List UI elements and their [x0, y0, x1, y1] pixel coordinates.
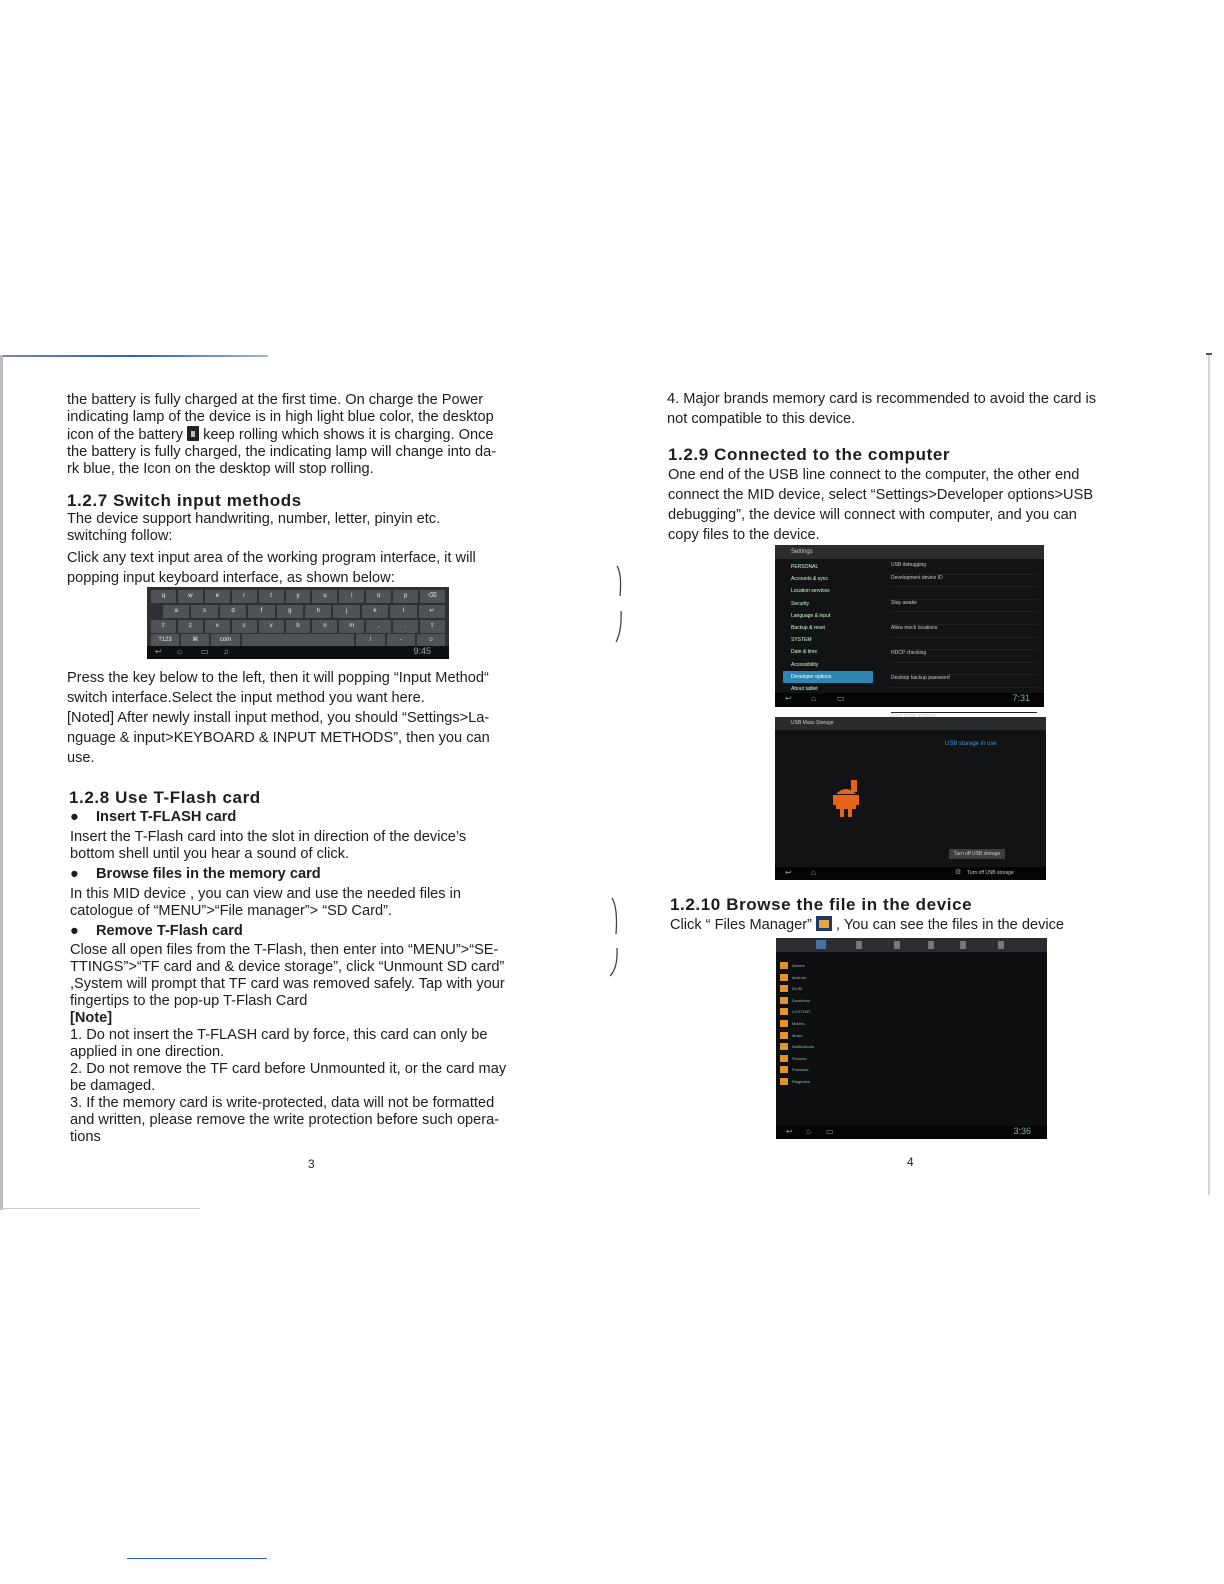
folder-icon — [780, 962, 788, 969]
note-line: applied in one direction. — [70, 1044, 225, 1060]
keyboard-key[interactable]: ⇧ — [151, 620, 176, 633]
folder-icon — [780, 1055, 788, 1062]
keyboard-key[interactable]: . — [393, 620, 418, 633]
settings-option-item[interactable]: Development device ID — [891, 575, 1037, 588]
keyboard-key[interactable]: u — [312, 590, 337, 603]
keyboard-key[interactable]: a — [163, 605, 189, 618]
note-line: tions — [70, 1129, 101, 1145]
settings-option-item[interactable]: Desktop backup password — [891, 675, 1037, 688]
keyboard-screenshot — [147, 587, 449, 659]
keyboard-key[interactable]: d — [220, 605, 246, 618]
paragraph-line: [Noted] After newly install input method, you should “Settings>La- — [67, 710, 490, 726]
folder-icon — [780, 1008, 788, 1015]
folder-name: Ringtones — [792, 1078, 811, 1084]
right-scan-edge — [1208, 355, 1210, 1195]
settings-option-item[interactable] — [891, 663, 1037, 676]
settings-category-item[interactable]: Backup & reset — [791, 624, 825, 631]
file-row[interactable] — [778, 1064, 1043, 1076]
left-page-intro — [67, 392, 557, 478]
file-row[interactable] — [778, 1030, 1043, 1042]
keyboard-row — [151, 590, 445, 603]
keyboard-key[interactable]: o — [366, 590, 391, 603]
keyboard-key[interactable]: / — [356, 634, 384, 647]
home-icon: ⌂ — [811, 868, 816, 877]
toolbar-tool-icon[interactable] — [928, 941, 934, 949]
settings-category-item[interactable]: Location services — [791, 588, 830, 595]
files-toolbar — [776, 938, 1047, 952]
folder-name: Android — [792, 974, 806, 980]
paragraph-line: bottom shell until you hear a sound of click. — [70, 846, 350, 862]
paragraph-line: popping input keyboard interface, as shown below: — [67, 570, 395, 586]
note-line: be damaged. — [70, 1078, 156, 1094]
folder-name: Pictures — [792, 1055, 807, 1061]
keyboard-key[interactable]: n — [312, 620, 337, 633]
note-label: [Note] — [70, 1010, 113, 1026]
section-1-2-10-body — [670, 915, 1170, 935]
settings-category-item[interactable]: Date & time — [791, 649, 818, 656]
file-row[interactable] — [778, 1006, 1043, 1018]
file-row[interactable] — [778, 1076, 1043, 1088]
home-icon: ⌂ — [806, 1127, 811, 1136]
bullet-heading: ● Browse files in the memory card — [70, 866, 321, 882]
folder-icon — [780, 997, 788, 1004]
keyboard-key[interactable]: p — [393, 590, 418, 603]
keyboard-key[interactable]: r — [232, 590, 257, 603]
toolbar-tool-icon[interactable] — [960, 941, 966, 949]
files-nav-bar — [776, 1126, 1047, 1139]
heading-1-2-7: 1.2.7 Switch input methods — [67, 491, 302, 510]
settings-title: Settings — [775, 545, 1044, 559]
settings-category-list — [783, 561, 873, 695]
keyboard-key[interactable]: j — [333, 605, 359, 618]
keyboard-key[interactable]: b — [286, 620, 311, 633]
folder-name: Movies — [792, 1020, 805, 1026]
right-top-mark — [1206, 353, 1212, 355]
file-row[interactable] — [778, 1041, 1043, 1053]
keyboard-key[interactable]: t — [259, 590, 284, 603]
keyboard-key[interactable]: z — [178, 620, 203, 633]
note-line: and written, please remove the write protection before such opera- — [70, 1112, 500, 1128]
battery-icon — [187, 426, 199, 441]
paragraph-line: Insert the T-Flash card into the slot in direction of the device’s — [70, 829, 467, 845]
files-manager-icon — [816, 916, 832, 931]
folder-icon — [780, 1032, 788, 1039]
paragraph-line: 4. Major brands memory card is recommended to avoid the card is — [667, 391, 1097, 407]
settings-option-item[interactable]: HDCP checking — [891, 650, 1037, 663]
paragraph-line: The device support handwriting, number, letter, pinyin etc. — [67, 511, 441, 527]
keyboard-key[interactable]: k — [362, 605, 388, 618]
keyboard-key[interactable]: , — [366, 620, 391, 633]
back-icon: ↩ — [155, 647, 162, 656]
back-icon: ↩ — [785, 868, 792, 877]
paragraph-line: Click “ Files Manager” , You can see the files in the device — [670, 917, 1065, 933]
paragraph-line: nguage & input>KEYBOARD & INPUT METHODS”, then you can — [67, 730, 490, 746]
folder-name: Alarms — [792, 963, 805, 968]
heading-1-2-8: 1.2.8 Use T-Flash card — [69, 788, 261, 807]
heading-1-2-10: 1.2.10 Browse the file in the device — [670, 895, 973, 914]
paragraph-line: In this MID device , you can view and use the needed files in — [70, 886, 462, 902]
bullet-heading: ● Insert T-FLASH card — [70, 809, 237, 825]
keyboard-key[interactable]: ⇧ — [420, 620, 445, 633]
folder-icon — [780, 1043, 788, 1050]
file-row[interactable] — [778, 1018, 1043, 1030]
home-icon: ⌂ — [811, 694, 816, 703]
bullet-heading: ● Remove T-Flash card — [70, 923, 243, 939]
turn-off-usb-button[interactable]: Turn off USB storage — [949, 849, 1005, 859]
settings-option-item[interactable]: Stay awake — [891, 600, 1037, 613]
left-scan-edge — [0, 355, 3, 1210]
keyboard-key[interactable]: h — [305, 605, 331, 618]
keyboard-key[interactable]: i — [339, 590, 364, 603]
note-line: 3. If the memory card is write-protected, data will not be formatted — [70, 1095, 495, 1111]
keyboard-key[interactable]: l — [390, 605, 416, 618]
keyboard-nav-bar — [147, 646, 449, 659]
paragraph-line: copy files to the device. — [668, 527, 820, 543]
page-number-left: 3 — [308, 1157, 315, 1171]
settings-category-item[interactable]: Accounts & sync — [791, 576, 828, 583]
folder-name: Podcasts — [792, 1067, 809, 1073]
folder-icon — [780, 974, 788, 981]
settings-category-item[interactable]: Accessibility — [791, 661, 819, 668]
usb-heading: USB storage in use — [945, 741, 997, 747]
file-row[interactable] — [778, 960, 1043, 972]
folder-name: Music — [792, 1032, 803, 1038]
keyboard-row — [163, 605, 445, 618]
folder-icon — [780, 1066, 788, 1073]
android-usb-icon — [833, 780, 859, 818]
paragraph-line: TTINGS”>“TF card and & device storage”, click “Unmount SD card” — [70, 959, 505, 975]
file-row[interactable] — [778, 972, 1043, 984]
left-bottom-rule — [0, 1208, 200, 1209]
file-list — [778, 960, 1043, 1088]
top-left-rule — [0, 355, 268, 357]
keyboard-key[interactable]: x — [205, 620, 230, 633]
paragraph-line: switching follow: — [67, 528, 173, 544]
volume-icon: ♫ — [223, 647, 229, 656]
folder-name: Download — [792, 997, 810, 1003]
recent-apps-icon: ▭ — [826, 1127, 834, 1136]
paragraph-line: One end of the USB line connect to the computer, the other end — [668, 467, 1080, 483]
home-folder-icon[interactable] — [816, 940, 826, 949]
paragraph-line: connect the MID device, select “Settings>Developer options>USB — [668, 487, 1094, 503]
file-row[interactable] — [778, 1053, 1043, 1065]
keyboard-key[interactable]: m — [339, 620, 364, 633]
keyboard-key[interactable]: e — [205, 590, 230, 603]
file-row[interactable] — [778, 995, 1043, 1007]
paragraph-line: fingertips to the pop-up T-Flash Card — [70, 993, 308, 1009]
settings-option-item[interactable] — [891, 587, 1037, 600]
intro-line: rk blue, the Icon on the desktop will stop rolling. — [67, 461, 374, 477]
intro-line: indicating lamp of the device is in high light blue color, the desktop — [67, 409, 494, 425]
settings-category-item[interactable]: Security — [791, 600, 810, 607]
note-line: 2. Do not remove the TF card before Unmounted it, or the card may — [70, 1061, 507, 1077]
usb-storage-screenshot — [775, 717, 1046, 880]
settings-option-item[interactable]: USB debugging — [891, 562, 1037, 575]
binding-bracket-lower — [608, 898, 620, 978]
recent-apps-icon: ▭ — [837, 694, 845, 703]
settings-category-item[interactable]: PERSONAL — [791, 564, 819, 570]
paragraph-line: switch interface.Select the input method you want here. — [67, 690, 425, 706]
toolbar-tool-icon[interactable] — [998, 941, 1004, 949]
settings-screenshot — [775, 545, 1044, 707]
keyboard-key[interactable]: - — [387, 634, 415, 647]
usb-nav-bar — [775, 867, 1046, 880]
folder-icon — [780, 985, 788, 992]
paragraph-line: Press the key below to the left, then it will popping “Input Method“ — [67, 670, 489, 686]
settings-option-item[interactable] — [891, 612, 1037, 625]
keyboard-key[interactable]: f — [248, 605, 274, 618]
note-line: 1. Do not insert the T-FLASH card by force, this card can only be — [70, 1027, 488, 1043]
binding-bracket — [614, 566, 624, 644]
usb-icon: ⚙ — [955, 869, 962, 876]
page-number-right: 4 — [907, 1155, 914, 1169]
folder-name: LOST.DIR — [792, 1009, 811, 1015]
heading-1-2-9: 1.2.9 Connected to the computer — [668, 445, 951, 464]
paragraph-line: not compatible to this device. — [667, 411, 856, 427]
section-1-2-7-body — [67, 511, 557, 588]
keyboard-key[interactable]: ?123 — [151, 634, 179, 647]
settings-option-item[interactable]: Allow mock locations — [891, 625, 1037, 638]
paragraph-line: Close all open files from the T-Flash, then enter into “MENU”>“SE- — [70, 942, 499, 958]
keyboard-key[interactable]: ☺ — [417, 634, 445, 647]
section-1-2-9-body — [668, 465, 1168, 545]
section-1-2-8-body — [70, 809, 560, 1146]
toolbar-tool-icon[interactable] — [856, 941, 862, 949]
intro-line: the battery is fully charged at the first time. On charge the Power — [67, 392, 484, 408]
usb-status-text: Turn off USB storage — [967, 870, 1014, 876]
recent-apps-icon: ▭ — [201, 647, 209, 656]
keyboard-key[interactable]: s — [191, 605, 217, 618]
keyboard-key[interactable]: com — [211, 634, 239, 647]
settings-category-item[interactable]: About tablet — [791, 685, 818, 692]
paragraph-line: use. — [67, 750, 95, 766]
paragraph-line: ,System will prompt that TF card was removed safely. Tap with your — [70, 976, 505, 992]
keyboard-key[interactable]: q — [151, 590, 176, 603]
status-clock: 7:31 — [1012, 693, 1030, 703]
folder-name: Notifications — [792, 1044, 814, 1050]
usb-title: USB Mass Storage — [775, 717, 1046, 730]
section-1-2-7-after — [67, 668, 557, 768]
back-icon: ↩ — [786, 1127, 793, 1136]
settings-category-item[interactable]: Language & input — [791, 612, 831, 619]
keyboard-key[interactable]: c — [232, 620, 257, 633]
keyboard-key[interactable]: v — [259, 620, 284, 633]
status-clock: 3:36 — [1013, 1126, 1031, 1136]
intro-line: icon of the battery keep rolling which shows it is charging. Once — [67, 427, 494, 443]
file-row[interactable] — [778, 983, 1043, 995]
folder-name: DCIM — [792, 986, 803, 992]
keyboard-row — [151, 620, 445, 633]
paragraph-line: catologue of “MENU”>“File manager”> “SD Card”. — [70, 903, 392, 919]
keyboard-key[interactable]: ⌘ — [181, 634, 209, 647]
toolbar-tool-icon[interactable] — [894, 941, 900, 949]
back-icon: ↩ — [785, 694, 792, 703]
home-icon: ⌂ — [177, 647, 182, 656]
paragraph-line: Click any text input area of the working program interface, it will — [67, 550, 476, 566]
paragraph-line: debugging”, the device will connect with computer, and you can — [668, 507, 1077, 523]
keyboard-key[interactable]: ⌫ — [420, 590, 445, 603]
settings-category-item[interactable]: Developer options — [783, 671, 873, 683]
keyboard-key[interactable]: g — [277, 605, 303, 618]
settings-nav-bar — [775, 693, 1044, 707]
settings-category-item[interactable]: SYSTEM — [791, 637, 812, 644]
keyboard-key[interactable]: y — [286, 590, 311, 603]
settings-option-item[interactable] — [891, 638, 1037, 651]
bottom-blue-rule — [127, 1558, 267, 1559]
keyboard-key[interactable]: ↵ — [419, 605, 445, 618]
folder-icon — [780, 1020, 788, 1027]
status-clock: 9:45 — [413, 646, 431, 656]
note-4 — [667, 389, 1167, 429]
intro-line: the battery is fully charged, the indicating lamp will change into da- — [67, 444, 497, 460]
keyboard-key[interactable]: w — [178, 590, 203, 603]
files-manager-screenshot — [776, 938, 1047, 1139]
folder-icon — [780, 1078, 788, 1085]
